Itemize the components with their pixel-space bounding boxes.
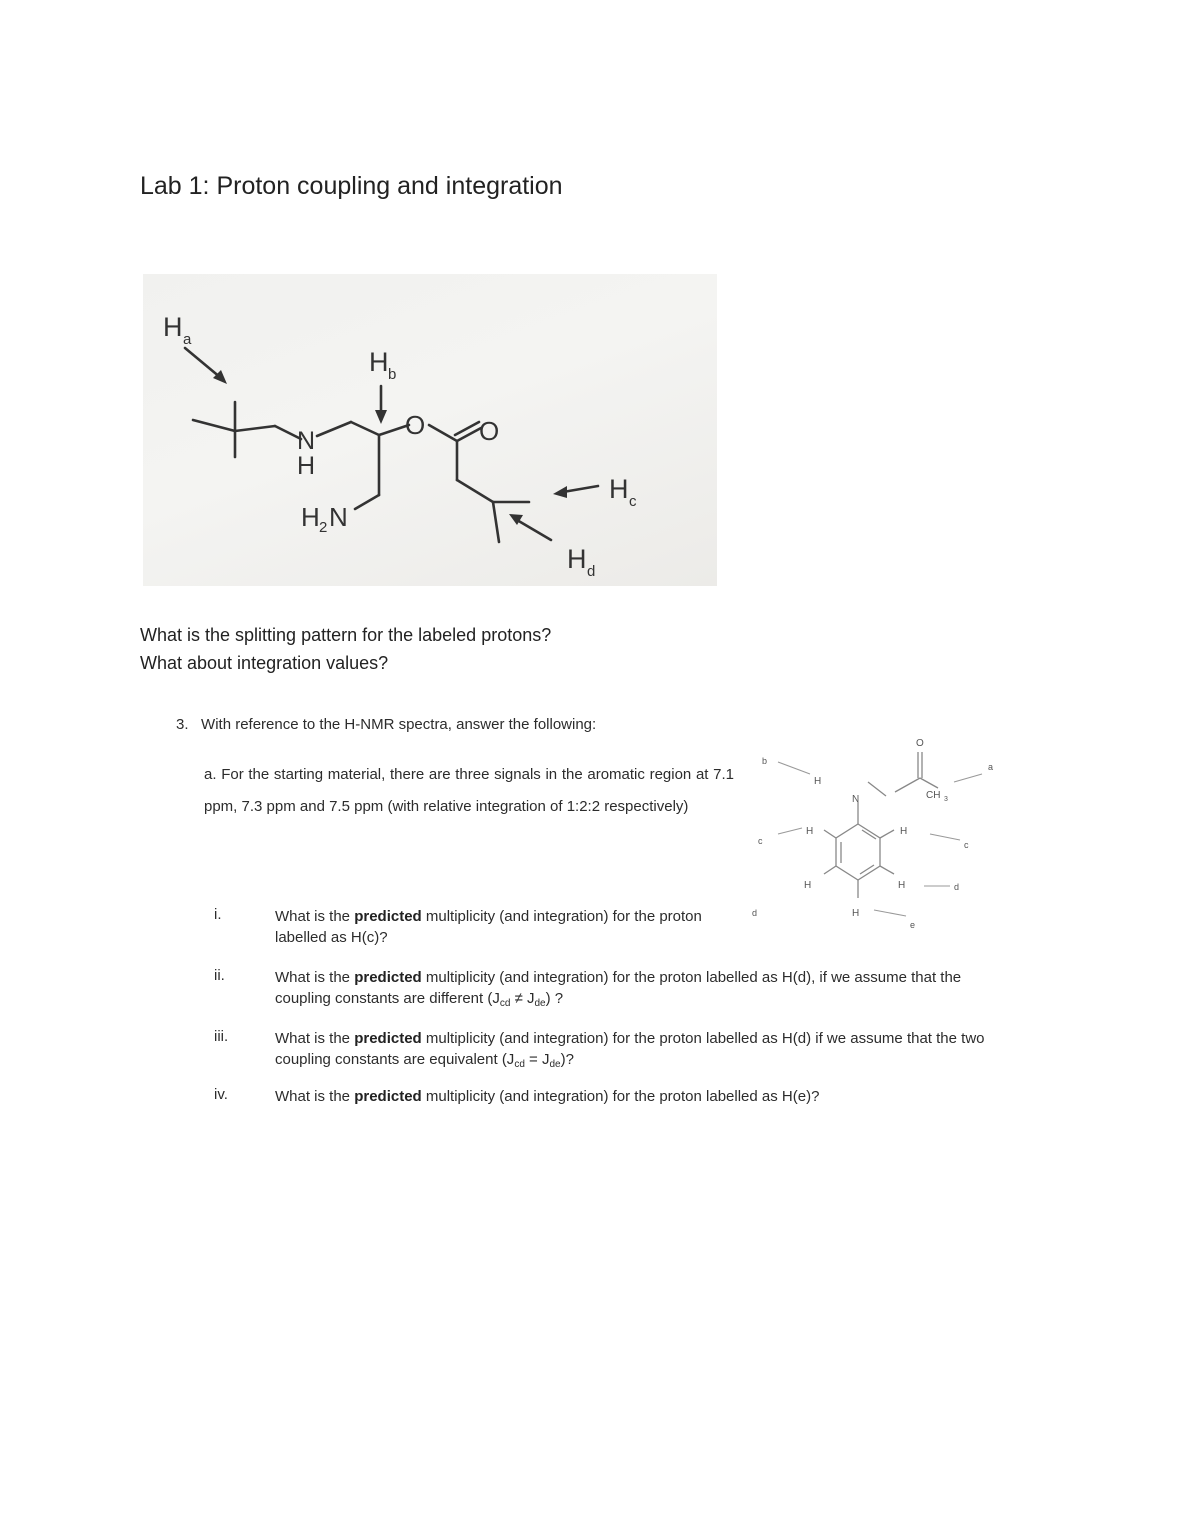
svg-text:H: H: [804, 880, 812, 891]
part-a-label: a.: [204, 766, 217, 783]
svg-text:a: a: [183, 331, 192, 348]
svg-text:H: H: [898, 880, 906, 891]
svg-text:H: H: [900, 826, 908, 837]
svg-text:H: H: [567, 544, 587, 574]
svg-text:H: H: [852, 908, 860, 919]
item-text: What is the predicted multiplicity (and integration) for the proton labelled as H(d), if we assume that the coupling constants are different $(J_{cd} \ne J_{de})$ ?: [275, 969, 962, 1009]
item-numeral: iv.: [214, 1086, 228, 1103]
item-bold: predicted: [354, 1030, 422, 1047]
svg-text:H: H: [163, 312, 183, 342]
item-numeral: i.: [214, 906, 222, 923]
svg-text:H: H: [806, 826, 814, 837]
question-splitting: What is the splitting pattern for the labeled protons?: [140, 625, 552, 645]
part-a: [204, 759, 734, 823]
svg-text:3: 3: [944, 796, 948, 803]
svg-text:H: H: [301, 502, 320, 532]
problem-heading: [176, 716, 596, 733]
svg-text:d: d: [587, 563, 596, 580]
part-a-text: For the starting material, there are three signals in the aromatic region at 7.1 ppm, 7.3 ppm and 7.5 ppm (with relative integration of 1:2:2 respectively): [204, 766, 734, 815]
svg-text:N: N: [297, 427, 316, 455]
svg-text:b: b: [388, 366, 397, 383]
svg-text:N: N: [329, 502, 348, 532]
item-bold: predicted: [354, 908, 422, 925]
svg-text:c: c: [964, 840, 969, 850]
item-bold: predicted: [354, 1088, 422, 1105]
acetanilide-structure: [750, 730, 1000, 930]
svg-text:c: c: [629, 493, 637, 510]
svg-text:O: O: [479, 416, 500, 446]
svg-text:O: O: [405, 410, 426, 440]
svg-text:H: H: [369, 347, 389, 377]
svg-text:2: 2: [319, 519, 328, 536]
item-numeral: iii.: [214, 1028, 229, 1045]
svg-text:CH: CH: [926, 790, 941, 801]
svg-text:H: H: [297, 452, 316, 480]
svg-text:d: d: [752, 908, 758, 918]
item-text: What is the predicted multiplicity (and integration) for the proton labelled as H(d) if we assume that the two coupling constants are equivalent $(J_{cd} = J_{de})$?: [275, 1030, 985, 1070]
item-text: What is the predicted multiplicity (and integration) for the proton labelled as H(e)?: [275, 1088, 820, 1105]
problem-number: 3.: [176, 716, 189, 733]
svg-text:e: e: [910, 920, 916, 930]
svg-text:O: O: [916, 738, 924, 749]
problem-heading-text: With reference to the H-NMR spectra, answer the following:: [201, 716, 597, 733]
svg-text:b: b: [762, 756, 768, 766]
molecule-structure: [143, 274, 717, 586]
molecule-photo: [143, 274, 717, 586]
svg-text:H: H: [814, 776, 822, 787]
svg-text:a: a: [988, 762, 994, 772]
page-title: Lab 1: Proton coupling and integration: [140, 172, 563, 200]
svg-text:N: N: [852, 794, 860, 805]
question-integration: What about integration values?: [140, 653, 389, 673]
svg-text:c: c: [758, 836, 763, 846]
item-bold: predicted: [354, 969, 422, 986]
item-text: What is the predicted multiplicity (and integration) for the proton labelled as H(c)?: [275, 908, 702, 946]
svg-text:d: d: [954, 882, 960, 892]
item-numeral: ii.: [214, 967, 225, 984]
svg-text:H: H: [609, 474, 629, 504]
